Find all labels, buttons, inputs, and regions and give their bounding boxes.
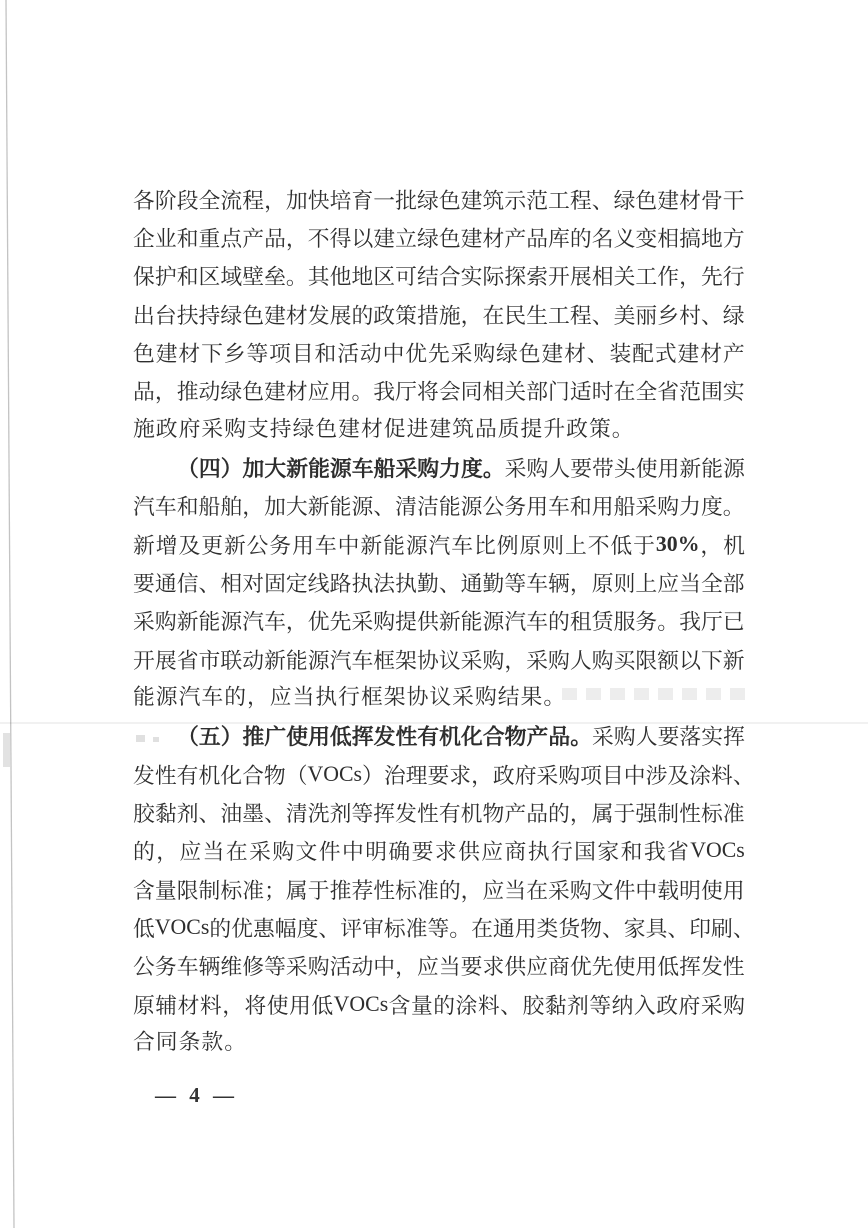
text-line: 企 业 和 重 点 产 品 ， 不 得 以 建 立 绿 色 建 材 产 品 库 的 名 义 变 相 搞 地 方 <box>133 226 745 251</box>
text-line: 品 ， 推 动 绿 色 建 材 应 用 。 我 厅 将 会 同 相 关 部 门 适 时 在 全 省 范 围 实 <box>133 380 745 405</box>
text-line: （ 四 ） 加 大 新 能 源 车 船 采 购 力 度 。 采 购 人 要 带 头 使 用 新 能 源 <box>177 456 745 481</box>
text-line: 公 务 车 辆 维 修 等 采 购 活 动 中 ， 应 当 要 求 供 应 商 优 先 使 用 低 挥 发 性 <box>133 955 745 980</box>
text-line: 合同条款。 <box>133 1030 247 1055</box>
page-number: — 4 — <box>155 1083 238 1107</box>
text-line: 原 辅 材 料 ， 将 使 用 低 VOCs 含 量 的 涂 料 、 胶 黏 剂 等 纳 入 政 府 采 购 <box>133 991 745 1018</box>
text-line: 要 通 信 、 相 对 固 定 线 路 执 法 执 勤 、 通 勤 等 车 辆 ， 原 则 上 应 当 全 部 <box>133 571 745 596</box>
text-line: 低 VOCs 的 优 惠 幅 度 、 评 审 标 准 等 。 在 通 用 类 货 物 、 家 具 、 印 刷 、 <box>133 914 755 941</box>
text-line: 出 台 扶 持 绿 色 建 材 发 展 的 政 策 措 施 ， 在 民 生 工 程 、 美 丽 乡 村 、 绿 <box>133 303 745 328</box>
scan-edge-line <box>6 0 14 1228</box>
text-line: 施政府采购支持绿色建材促进建筑品质提升政策。 <box>133 416 635 441</box>
text-line: （ 五 ） 推 广 使 用 低 挥 发 性 有 机 化 合 物 产 品 。 采 购 人 要 落 实 挥 <box>177 725 745 750</box>
text-line: 保 护 和 区 域 壁 垒 。 其 他 地 区 可 结 合 实 际 探 索 开 展 相 关 工 作 ， 先 行 <box>133 265 745 290</box>
text-line: 开 展 省 市 联 动 新 能 源 汽 车 框 架 协 议 采 购 ， 采 购 人 购 买 限 额 以 下 新 <box>133 648 745 673</box>
text-line: 各 阶 段 全 流 程 ， 加 快 培 育 一 批 绿 色 建 筑 示 范 工 程 、 绿 色 建 材 骨 干 <box>133 188 745 213</box>
text-line: 新 增 及 更 新 公 务 用 车 中 新 能 源 汽 车 比 例 原 则 上 不 低 于 30% ， 机 <box>133 531 745 558</box>
text-line: 含 量 限 制 标 准 ； 属 于 推 荐 性 标 准 的 ， 应 当 在 采 购 文 件 中 载 明 使 用 <box>133 878 745 903</box>
scan-edge-smudge <box>3 733 10 767</box>
text-line: 胶 黏 剂 、 油 墨 、 清 洗 剂 等 挥 发 性 有 机 物 产 品 的 ， 属 于 强 制 性 标 准 <box>133 801 745 826</box>
text-line: 汽 车 和 船 舶 ， 加 大 新 能 源 、 清 洁 能 源 公 务 用 车 和 用 船 采 购 力 度 。 <box>133 495 745 520</box>
text-line: 色 建 材 下 乡 等 项 目 和 活 动 中 优 先 采 购 绿 色 建 材 、 装 配 式 建 材 产 <box>133 341 745 366</box>
text-line: 发 性 有 机 化 合 物 （ VOCs ） 治 理 要 求 ， 政 府 采 购 项 目 中 涉 及 涂 料 、 <box>133 761 755 788</box>
text-block <box>133 180 755 1062</box>
text-line: 能源汽车的，应当执行框架协议采购结果。 <box>133 685 567 710</box>
text-line: 的 ， 应 当 在 采 购 文 件 中 明 确 要 求 供 应 商 执 行 国 家 和 我 省 VOCs <box>133 838 745 865</box>
text-line: 采 购 新 能 源 汽 车 ， 优 先 采 购 提 供 新 能 源 汽 车 的 租 赁 服 务 。 我 厅 已 <box>133 610 745 635</box>
